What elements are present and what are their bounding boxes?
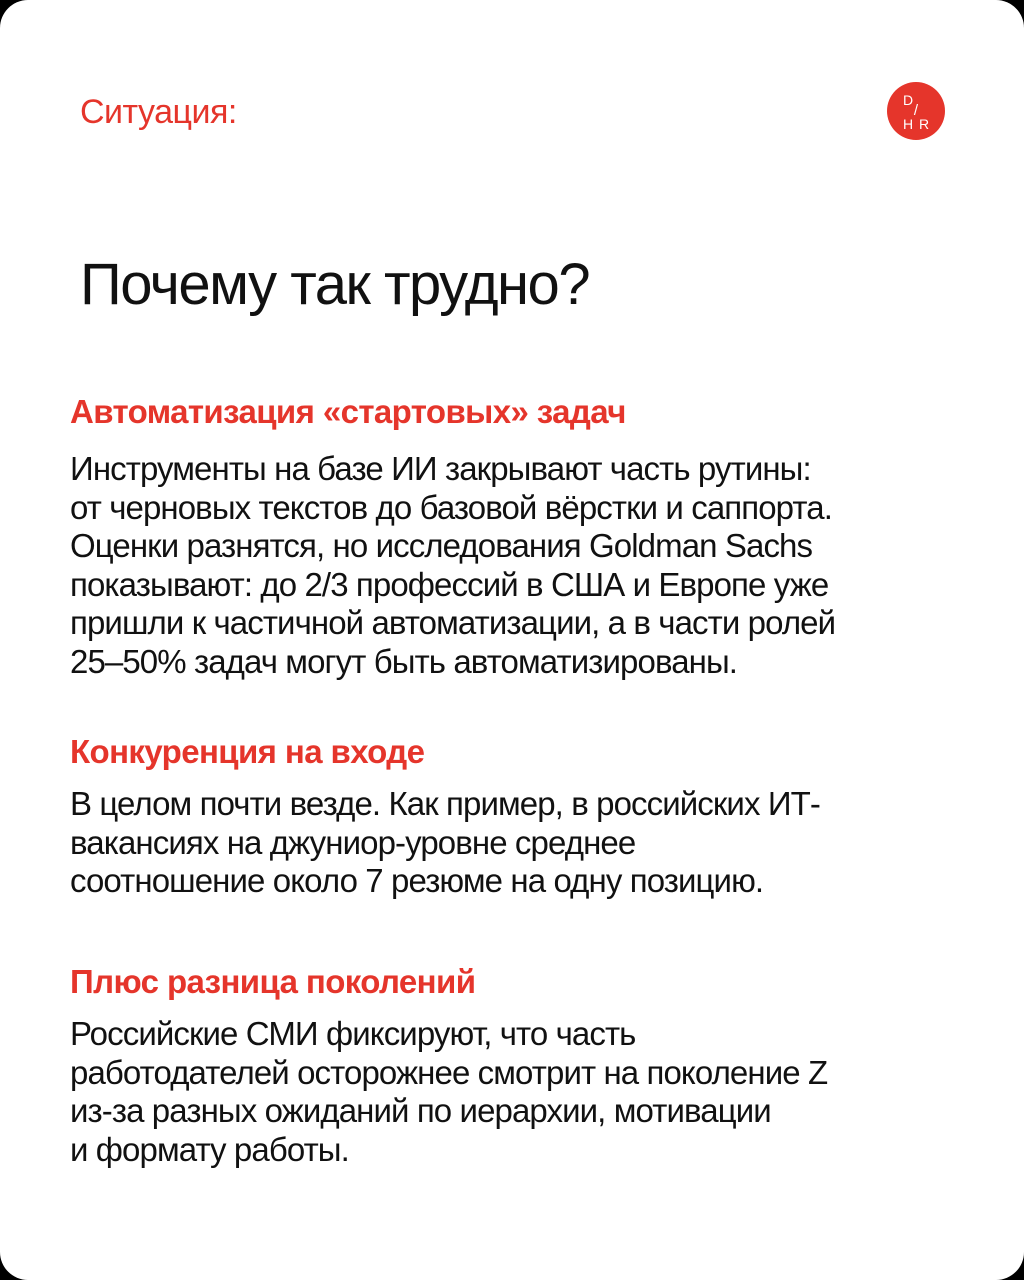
section-competition <box>70 732 990 901</box>
body-line: вакансиях на джуниор-уровне среднее <box>70 823 636 861</box>
logo-slash: / <box>913 102 919 119</box>
body-line: пришли к частичной автоматизации, а в части ролей <box>70 604 836 641</box>
section-body <box>70 450 990 681</box>
body-line: соотношение около 7 резюме на одну позицию. <box>70 862 764 899</box>
page-title: Почему так трудно? <box>80 252 590 317</box>
body-line: Инструменты на базе ИИ закрывают часть рутины: <box>70 450 811 487</box>
section-heading: Конкуренция на входе <box>70 733 425 770</box>
body-line: 25–50% задач могут быть автоматизированы. <box>70 642 738 680</box>
body-line: В целом почти везде. Как пример, в российских ИТ- <box>70 785 820 822</box>
section-heading: Плюс разница поколений <box>70 963 476 1000</box>
logo-letter-r: R <box>918 116 930 132</box>
body-line: показывают: до 2/3 профессий в США и Европе уже <box>70 565 829 603</box>
body-line: работодателей осторожнее смотрит на поколение Z <box>70 1053 828 1091</box>
section-generations <box>70 962 990 1169</box>
section-automation <box>70 392 990 681</box>
section-heading: Автоматизация «стартовых» задач <box>70 393 626 430</box>
section-tag: Ситуация: <box>80 93 237 131</box>
body-line: из-за разных ожиданий по иерархии, мотивации <box>70 1092 771 1129</box>
body-line: Оценки разнятся, но исследования Goldman Sachs <box>70 527 813 564</box>
dhr-logo-icon <box>887 82 945 140</box>
section-body <box>70 1015 990 1169</box>
body-line: и формату работы. <box>70 1130 349 1168</box>
body-line: от черновых текстов до базовой вёрстки и саппорта. <box>70 488 832 526</box>
logo-letter-h: H <box>902 116 914 132</box>
body-line: Российские СМИ фиксируют, что часть <box>70 1015 636 1052</box>
logo-letter-d: D <box>902 92 914 108</box>
section-body <box>70 785 990 901</box>
